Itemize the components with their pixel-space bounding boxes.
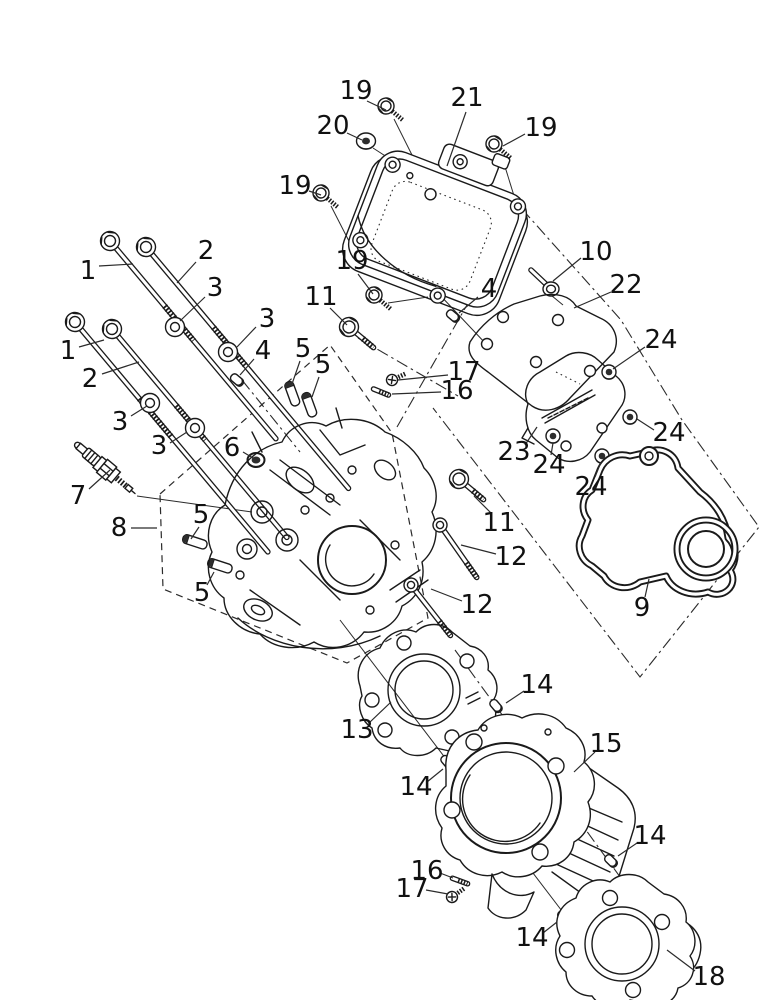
leader-line-10-5 bbox=[553, 258, 581, 281]
callout-11-31: 11 bbox=[482, 508, 516, 538]
bolt-19d bbox=[363, 284, 396, 316]
callout-14-41: 14 bbox=[633, 821, 667, 851]
callout-4-16: 4 bbox=[254, 336, 272, 366]
callout-3-10: 3 bbox=[206, 273, 224, 303]
callout-17-43: 17 bbox=[395, 874, 429, 904]
washer-3a bbox=[166, 318, 185, 337]
bolt-11b bbox=[446, 466, 490, 507]
callout-9-36: 9 bbox=[633, 593, 651, 623]
bolt-19a bbox=[375, 95, 408, 127]
leader-line-2-6 bbox=[177, 262, 196, 283]
bolt-19c bbox=[310, 182, 343, 214]
callout-4-11: 4 bbox=[480, 274, 498, 304]
callout-1-8: 1 bbox=[79, 256, 97, 286]
bolt-long-1b bbox=[59, 309, 275, 558]
leader-line-17-43 bbox=[426, 890, 448, 894]
leader-line-24-23 bbox=[637, 419, 654, 430]
leader-line-19-3 bbox=[503, 134, 525, 146]
pin-10 bbox=[531, 270, 559, 296]
callout-5-18: 5 bbox=[314, 350, 332, 380]
callout-23-26: 23 bbox=[497, 437, 531, 467]
pin-16a bbox=[374, 389, 389, 395]
cap-nut-6 bbox=[248, 453, 265, 467]
pin-16b bbox=[452, 878, 467, 883]
grommet-24c bbox=[546, 429, 560, 443]
callout-8-32: 8 bbox=[110, 513, 128, 543]
callout-12-33: 12 bbox=[494, 542, 528, 572]
callout-24-28: 24 bbox=[574, 472, 608, 502]
dowel-14c bbox=[603, 853, 619, 869]
washer-3b bbox=[219, 343, 238, 362]
cylinder-head bbox=[208, 408, 436, 649]
stud-5d bbox=[207, 558, 234, 574]
callout-6-25: 6 bbox=[223, 433, 241, 463]
leader-line-12-35 bbox=[431, 589, 462, 601]
leader-line-24-14 bbox=[613, 347, 645, 369]
callout-2-20: 2 bbox=[81, 364, 99, 394]
washer-3c bbox=[141, 394, 160, 413]
stud-5a bbox=[284, 380, 301, 407]
callout-3-13: 3 bbox=[258, 304, 276, 334]
grommet-20 bbox=[357, 133, 376, 149]
leader-line-5-18 bbox=[312, 377, 319, 397]
dowel-14a bbox=[488, 698, 503, 714]
callout-3-22: 3 bbox=[111, 407, 129, 437]
screw-17a bbox=[385, 368, 409, 387]
leader-line-22-9 bbox=[574, 292, 611, 308]
callout-3-24: 3 bbox=[150, 431, 168, 461]
callout-15-39: 15 bbox=[589, 729, 623, 759]
callout-17-19: 17 bbox=[447, 357, 481, 387]
grommet-24b bbox=[623, 410, 637, 424]
callout-10-5: 10 bbox=[579, 237, 613, 267]
callout-19-3: 19 bbox=[524, 113, 558, 143]
callout-13-38: 13 bbox=[340, 715, 374, 745]
leader-line-3-13 bbox=[237, 327, 256, 347]
callout-18-45: 18 bbox=[692, 962, 726, 992]
grommet-24a bbox=[602, 365, 616, 379]
callout-24-23: 24 bbox=[652, 418, 686, 448]
cover-gasket-9 bbox=[579, 447, 735, 594]
callout-5-34: 5 bbox=[193, 578, 211, 608]
callout-16-42: 16 bbox=[410, 856, 444, 886]
callout-16-21: 16 bbox=[440, 376, 474, 406]
callout-14-40: 14 bbox=[399, 772, 433, 802]
callout-11-12: 11 bbox=[304, 282, 338, 312]
callout-20-2: 20 bbox=[316, 111, 350, 141]
callout-24-14: 24 bbox=[644, 325, 678, 355]
stud-5c bbox=[182, 534, 209, 550]
callout-1-15: 1 bbox=[59, 336, 77, 366]
callout-7-29: 7 bbox=[69, 481, 87, 511]
leader-line-12-33 bbox=[461, 545, 496, 554]
callout-14-37: 14 bbox=[520, 670, 554, 700]
callout-5-30: 5 bbox=[192, 500, 210, 530]
callout-2-6: 2 bbox=[197, 236, 215, 266]
callout-19-7: 19 bbox=[335, 246, 369, 276]
callout-5-17: 5 bbox=[294, 334, 312, 364]
callout-14-44: 14 bbox=[515, 923, 549, 953]
base-gasket-18 bbox=[556, 875, 701, 1000]
washer-3d bbox=[186, 419, 205, 438]
callout-22-9: 22 bbox=[609, 270, 643, 300]
plate-22 bbox=[469, 294, 616, 410]
stud-5b bbox=[301, 391, 318, 418]
callout-19-4: 19 bbox=[278, 171, 312, 201]
callout-12-35: 12 bbox=[460, 590, 494, 620]
callout-19-0: 19 bbox=[339, 76, 373, 106]
callout-24-27: 24 bbox=[532, 450, 566, 480]
callout-21-1: 21 bbox=[450, 83, 484, 113]
